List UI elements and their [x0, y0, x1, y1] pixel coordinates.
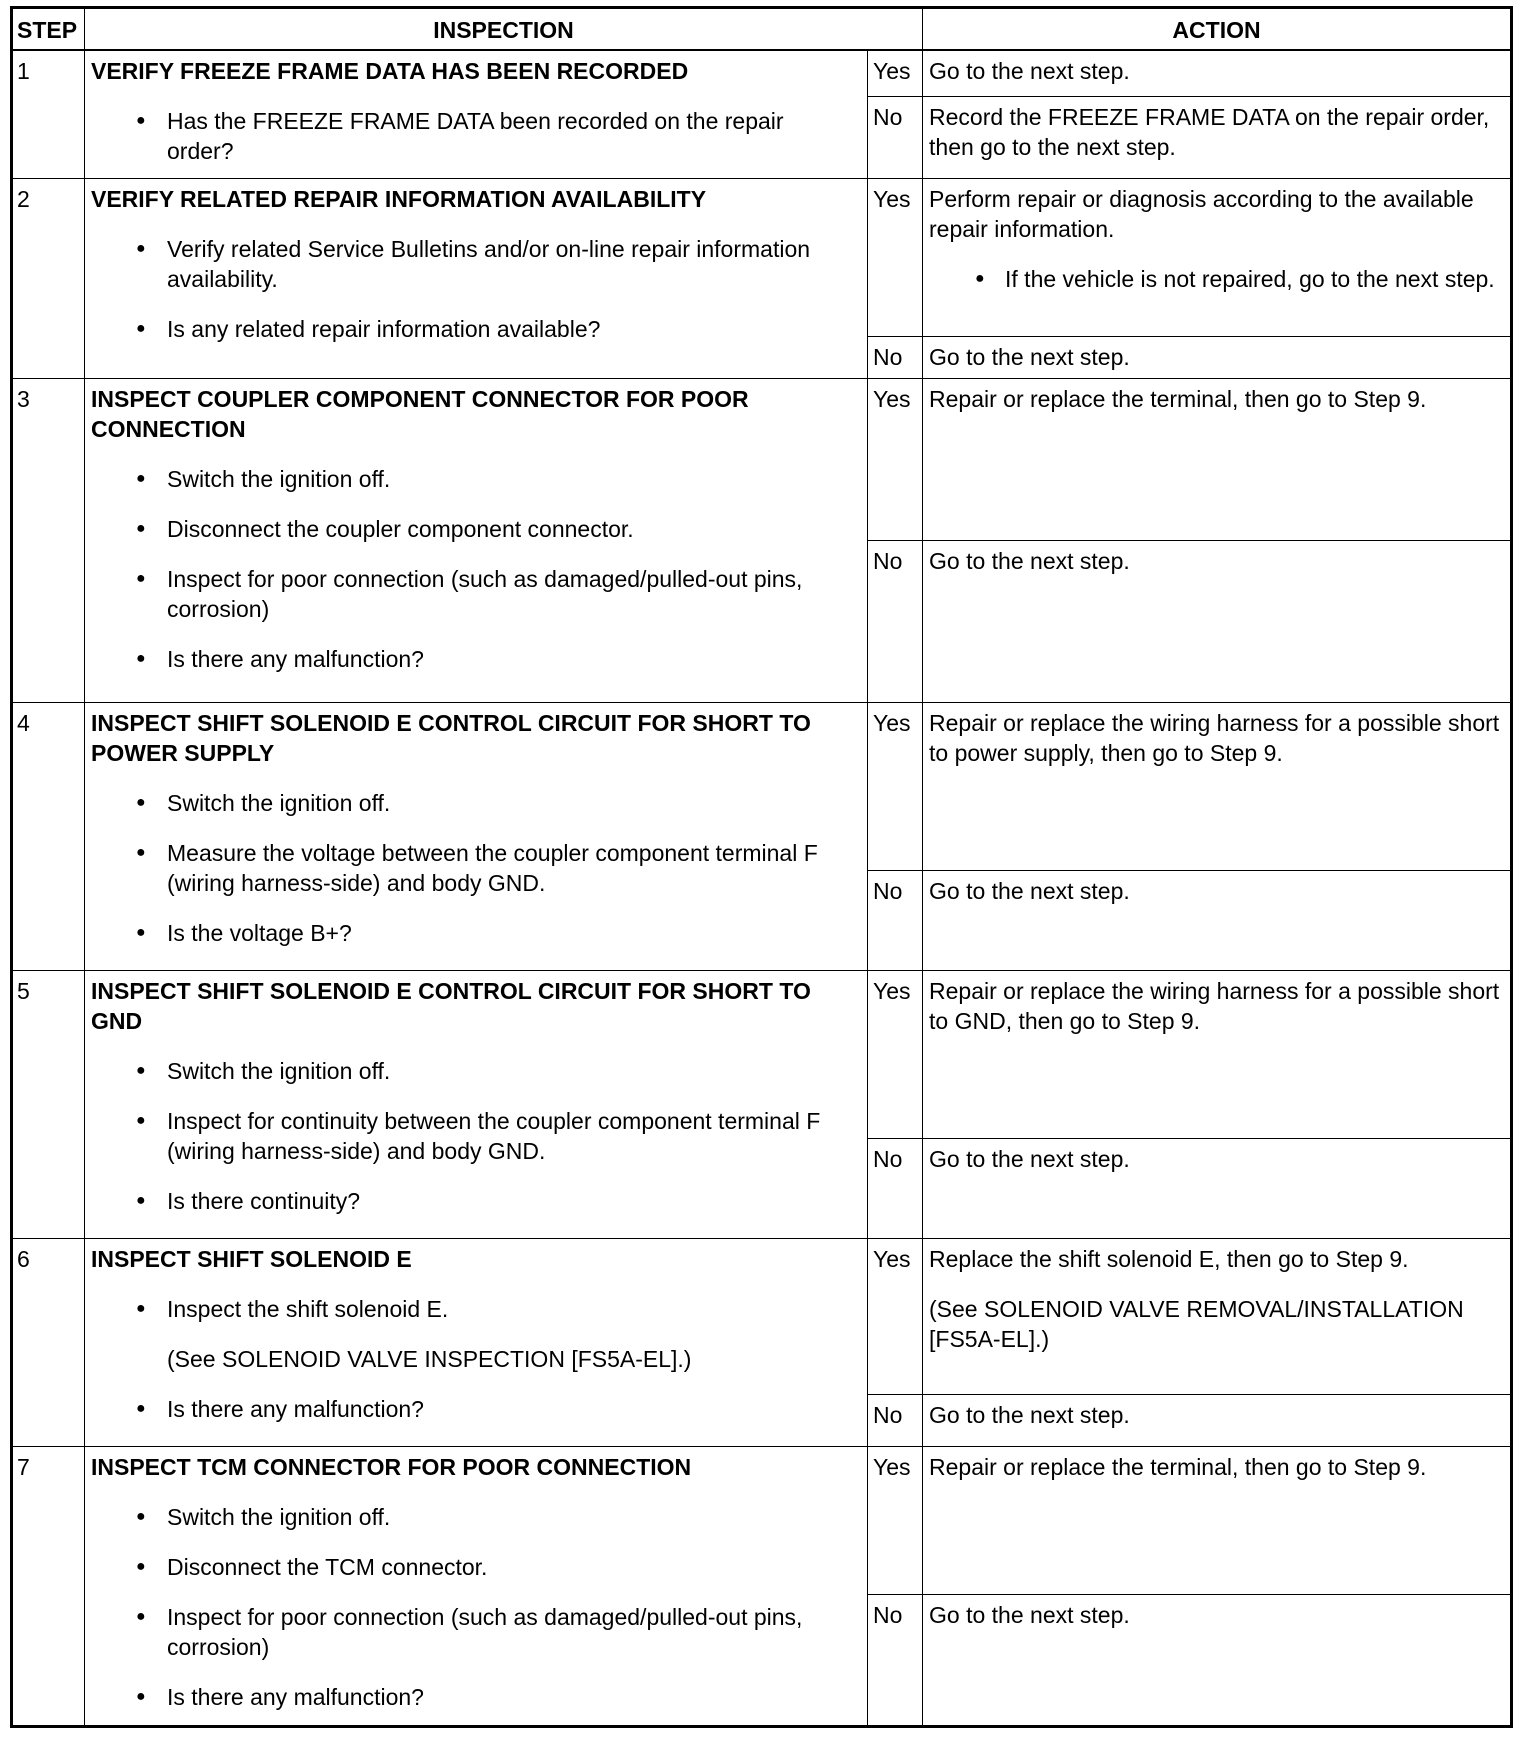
yes-label: Yes: [868, 378, 923, 540]
no-label: No: [868, 1594, 923, 1726]
inspection-item: ● Is there any malfunction?: [167, 1394, 821, 1424]
no-action: [923, 1594, 1512, 1726]
inspection-item: ● Has the FREEZE FRAME DATA been recorded on the repair order?: [167, 106, 821, 166]
action-reference: (See SOLENOID VALVE REMOVAL/INSTALLATION [FS5A-EL].): [929, 1295, 1464, 1352]
step-inspection: [85, 178, 868, 378]
inspection-item: ● Switch the ignition off.: [167, 788, 821, 818]
step-3-yes-row: [12, 378, 1512, 540]
step-number: 1: [12, 50, 85, 178]
no-action: [923, 1394, 1512, 1446]
inspection-item: ● Inspect for poor connection (such as damaged/pulled-out pins, corrosion): [167, 1602, 821, 1662]
action-text: Perform repair or diagnosis according to the available repair information.: [929, 185, 1474, 242]
action-text: Go to the next step.: [929, 877, 1130, 904]
no-label: No: [868, 540, 923, 702]
inspection-list: [91, 1294, 861, 1424]
inspection-list: [91, 234, 861, 344]
step-number: 3: [12, 378, 85, 702]
inspection-item: ● Measure the voltage between the coupler component terminal F (wiring harness-side) and body GND.: [167, 838, 821, 898]
yes-action: [923, 50, 1512, 96]
action-text: Repair or replace the terminal, then go to Step 9.: [929, 1453, 1427, 1480]
yes-label: Yes: [868, 970, 923, 1138]
inspection-item: ● Switch the ignition off.: [167, 1502, 821, 1532]
no-action: [923, 870, 1512, 970]
yes-action: [923, 1238, 1512, 1394]
yes-label: Yes: [868, 178, 923, 336]
step-number: 7: [12, 1446, 85, 1726]
yes-action: [923, 970, 1512, 1138]
table-header-row: [12, 8, 1512, 51]
step-title: VERIFY RELATED REPAIR INFORMATION AVAILABILITY: [91, 185, 707, 212]
inspection-list: [91, 788, 861, 948]
action-text: Go to the next step.: [929, 1601, 1130, 1628]
step-inspection: [85, 970, 868, 1238]
step-number: 5: [12, 970, 85, 1238]
step-6-yes-row: [12, 1238, 1512, 1394]
no-label: No: [868, 336, 923, 378]
inspection-item: ● Is there any malfunction?: [167, 644, 821, 674]
action-text: Go to the next step.: [929, 343, 1130, 370]
no-label: No: [868, 1138, 923, 1238]
inspection-list: [91, 1502, 861, 1712]
no-label: No: [868, 96, 923, 178]
diagnostic-procedure-table: [10, 6, 1513, 1728]
yes-label: Yes: [868, 1446, 923, 1594]
inspection-item: ● Is there continuity?: [167, 1186, 821, 1216]
step-2-yes-row: [12, 178, 1512, 336]
action-text: Go to the next step.: [929, 547, 1130, 574]
step-inspection: [85, 1238, 868, 1446]
step-title: INSPECT TCM CONNECTOR FOR POOR CONNECTION: [91, 1453, 692, 1480]
inspection-item: ● Inspect for poor connection (such as damaged/pulled-out pins, corrosion): [167, 564, 821, 624]
step-title: INSPECT COUPLER COMPONENT CONNECTOR FOR POOR CONNECTION: [91, 385, 749, 442]
inspection-reference: (See SOLENOID VALVE INSPECTION [FS5A-EL].): [167, 1345, 692, 1372]
step-column-header: STEP: [12, 8, 85, 51]
action-text: Replace the shift solenoid E, then go to Step 9.: [929, 1245, 1409, 1272]
inspection-item: ● Switch the ignition off.: [167, 1056, 821, 1086]
step-number: 6: [12, 1238, 85, 1446]
no-label: No: [868, 1394, 923, 1446]
action-text: Repair or replace the wiring harness for a possible short to GND, then go to Step 9.: [929, 977, 1500, 1034]
inspection-item: ● Verify related Service Bulletins and/or on-line repair information availability.: [167, 234, 821, 294]
inspection-item: ● Inspect the shift solenoid E.: [167, 1294, 821, 1324]
inspection-item: ● Inspect for continuity between the coupler component terminal F (wiring harness-side) and body GND.: [167, 1106, 821, 1166]
step-number: 2: [12, 178, 85, 378]
step-7-yes-row: [12, 1446, 1512, 1594]
inspection-item: ● Is the voltage B+?: [167, 918, 821, 948]
step-title: INSPECT SHIFT SOLENOID E CONTROL CIRCUIT FOR SHORT TO GND: [91, 977, 811, 1034]
no-action: [923, 540, 1512, 702]
yes-action: [923, 1446, 1512, 1594]
action-column-header: ACTION: [923, 8, 1512, 51]
inspection-item: ● Is there any malfunction?: [167, 1682, 821, 1712]
inspection-item: ● Disconnect the TCM connector.: [167, 1552, 821, 1582]
action-text: Repair or replace the terminal, then go to Step 9.: [929, 385, 1427, 412]
no-action: [923, 96, 1512, 178]
no-label: No: [868, 870, 923, 970]
inspection-item: ● Is any related repair information available?: [167, 314, 821, 344]
no-action: [923, 336, 1512, 378]
yes-action: [923, 702, 1512, 870]
action-text: Go to the next step.: [929, 1401, 1130, 1428]
step-title: INSPECT SHIFT SOLENOID E: [91, 1245, 412, 1272]
inspection-column-header: INSPECTION: [85, 8, 923, 51]
step-title: INSPECT SHIFT SOLENOID E CONTROL CIRCUIT FOR SHORT TO POWER SUPPLY: [91, 709, 811, 766]
yes-label: Yes: [868, 1238, 923, 1394]
action-text: Repair or replace the wiring harness for a possible short to power supply, then go to Step 9.: [929, 709, 1500, 766]
no-action: [923, 1138, 1512, 1238]
action-subitem: ● If the vehicle is not repaired, go to the next step.: [1005, 264, 1504, 294]
yes-label: Yes: [868, 50, 923, 96]
inspection-list: [91, 464, 861, 674]
yes-action: [923, 178, 1512, 336]
step-inspection: [85, 378, 868, 702]
action-text: Go to the next step.: [929, 1145, 1130, 1172]
step-inspection: [85, 702, 868, 970]
inspection-list: [91, 1056, 861, 1216]
inspection-item: ● Disconnect the coupler component connector.: [167, 514, 821, 544]
action-text: Record the FREEZE FRAME DATA on the repair order, then go to the next step.: [929, 103, 1490, 160]
step-number: 4: [12, 702, 85, 970]
step-title: VERIFY FREEZE FRAME DATA HAS BEEN RECORDED: [91, 58, 689, 84]
inspection-item: ● Switch the ignition off.: [167, 464, 821, 494]
inspection-list: [91, 106, 861, 166]
action-text: Go to the next step.: [929, 58, 1130, 84]
step-inspection: [85, 1446, 868, 1726]
step-5-yes-row: [12, 970, 1512, 1138]
step-1-yes-row: [12, 50, 1512, 96]
yes-action: [923, 378, 1512, 540]
step-inspection: [85, 50, 868, 178]
action-sublist: [929, 264, 1504, 294]
yes-label: Yes: [868, 702, 923, 870]
step-4-yes-row: [12, 702, 1512, 870]
